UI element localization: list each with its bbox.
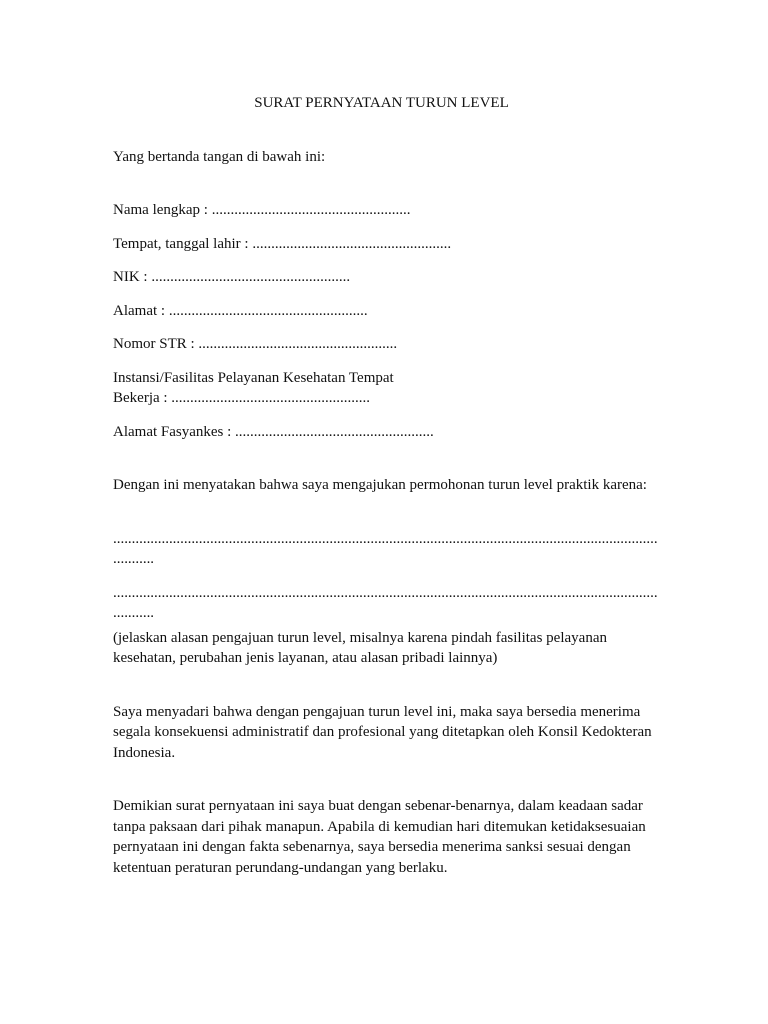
awareness-paragraph: Saya menyadari bahwa dengan pengajuan turun level ini, maka saya bersedia menerima segala konsekuensi administratif dan profesional yang ditetapkan oleh Konsil Kedokteran Indonesia. xyxy=(113,703,652,761)
closing-paragraph: Demikian surat pernyataan ini saya buat dengan sebenar-benarnya, dalam keadaan sadar tanpa paksaan dari pihak manapun. Apabila di kemudian hari ditemukan ketidaksesuaian pernyataan ini dengan fakta sebenarnya, saya bersedia menerima sanksi sesuai dengan ketentuan peraturan perundang-undangan yang berlaku. xyxy=(113,798,646,876)
field-birth-place-date: Tempat, tanggal lahir : ..................................................... xyxy=(113,235,452,252)
field-str-number: Nomor STR : ..................................................... xyxy=(113,336,398,352)
field-workplace: Instansi/Fasilitas Pelayanan Kesehatan Tempat Bekerja : ..................................................... xyxy=(113,369,394,406)
field-facility-address: Alamat Fasyankes : ..................................................... xyxy=(113,423,434,440)
field-address: Alamat : ..................................................... xyxy=(113,302,368,319)
reason-line: ............................................................................................................................................................. xyxy=(113,530,658,567)
field-nik: NIK : ..................................................... xyxy=(113,269,351,285)
document-title: SURAT PERNYATAAN TURUN LEVEL xyxy=(254,95,509,111)
reason-line: ............................................................................................................................................................. xyxy=(113,584,658,621)
reason-hint: (jelaskan alasan pengajuan turun level, misalnya karena pindah fasilitas pelayanan kesehatan, perubahan jenis layanan, atau alasan pribadi lainnya) xyxy=(113,629,607,666)
statement-text: Dengan ini menyatakan bahwa saya mengajukan permohonan turun level praktik karena: xyxy=(113,477,647,493)
document-body xyxy=(113,93,658,878)
intro-text: Yang bertanda tangan di bawah ini: xyxy=(113,148,326,165)
field-full-name: Nama lengkap : ..................................................... xyxy=(113,202,411,218)
